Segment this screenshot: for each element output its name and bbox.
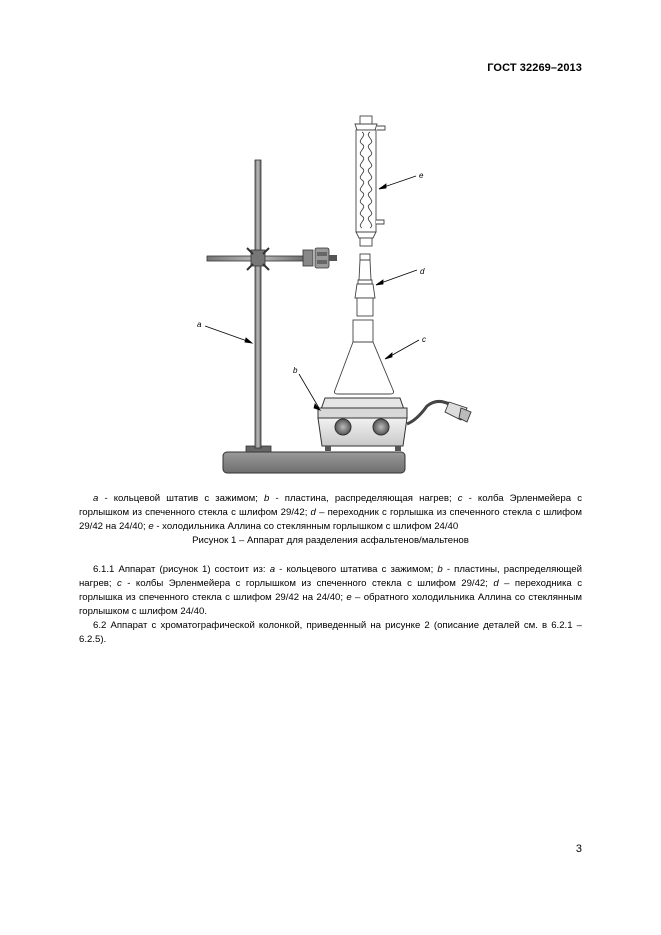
label-c: c <box>422 335 426 344</box>
paragraph-6-2: 6.2 Аппарат с хроматографической колонкой, приведенный на рисунке 2 (описание деталей см. в 6.2.1 – 6.2.5). <box>79 620 582 645</box>
label-e: e <box>419 171 424 180</box>
stand-base <box>223 452 405 473</box>
paragraph-6-1-1: 6.1.1 Аппарат (рисунок 1) состоит из: a - кольцевого штатива с зажимом; b - пластины, распределяющей нагрев; c - колбы Эрленмейера с горлышком из спеченного стекла с шлифом 29/42; d – переходника с горлышка из спеченного стекла с шлифом 29/42 на 24/40; e – обратного холодильника Аллина со стеклянным горлышком с шлифом 24/40. <box>79 564 582 617</box>
hot-plate <box>318 398 471 451</box>
apparatus-drawing <box>195 108 615 483</box>
clamp-jaws <box>303 248 337 268</box>
label-d: d <box>420 267 425 276</box>
figure-title: Рисунок 1 – Аппарат для разделения асфальтенов/мальтенов <box>192 535 469 546</box>
glass-adapter <box>355 254 375 316</box>
erlenmeyer-flask <box>334 320 393 394</box>
label-a: a <box>197 320 202 329</box>
document-header: ГОСТ 32269–2013 <box>487 62 582 74</box>
apparatus-figure <box>195 108 615 483</box>
figure-legend: a - кольцевой штатив с зажимом; b - пластина, распределяющая нагрев; c - колба Эрленмейера с горлышком из спеченного стекла с шлифом 29/42; d – переходник с горлышка из спеченного стекла с шлифом 29/42 на 24/40; e - холодильника Аллина со стеклянным горлышком с шлифом 24/40 <box>79 493 582 532</box>
stand-rod <box>255 160 261 448</box>
figure-caption <box>79 492 582 548</box>
page-number: 3 <box>575 843 582 855</box>
body-text <box>79 563 582 647</box>
label-b: b <box>293 366 298 375</box>
allihn-condenser <box>355 116 385 246</box>
